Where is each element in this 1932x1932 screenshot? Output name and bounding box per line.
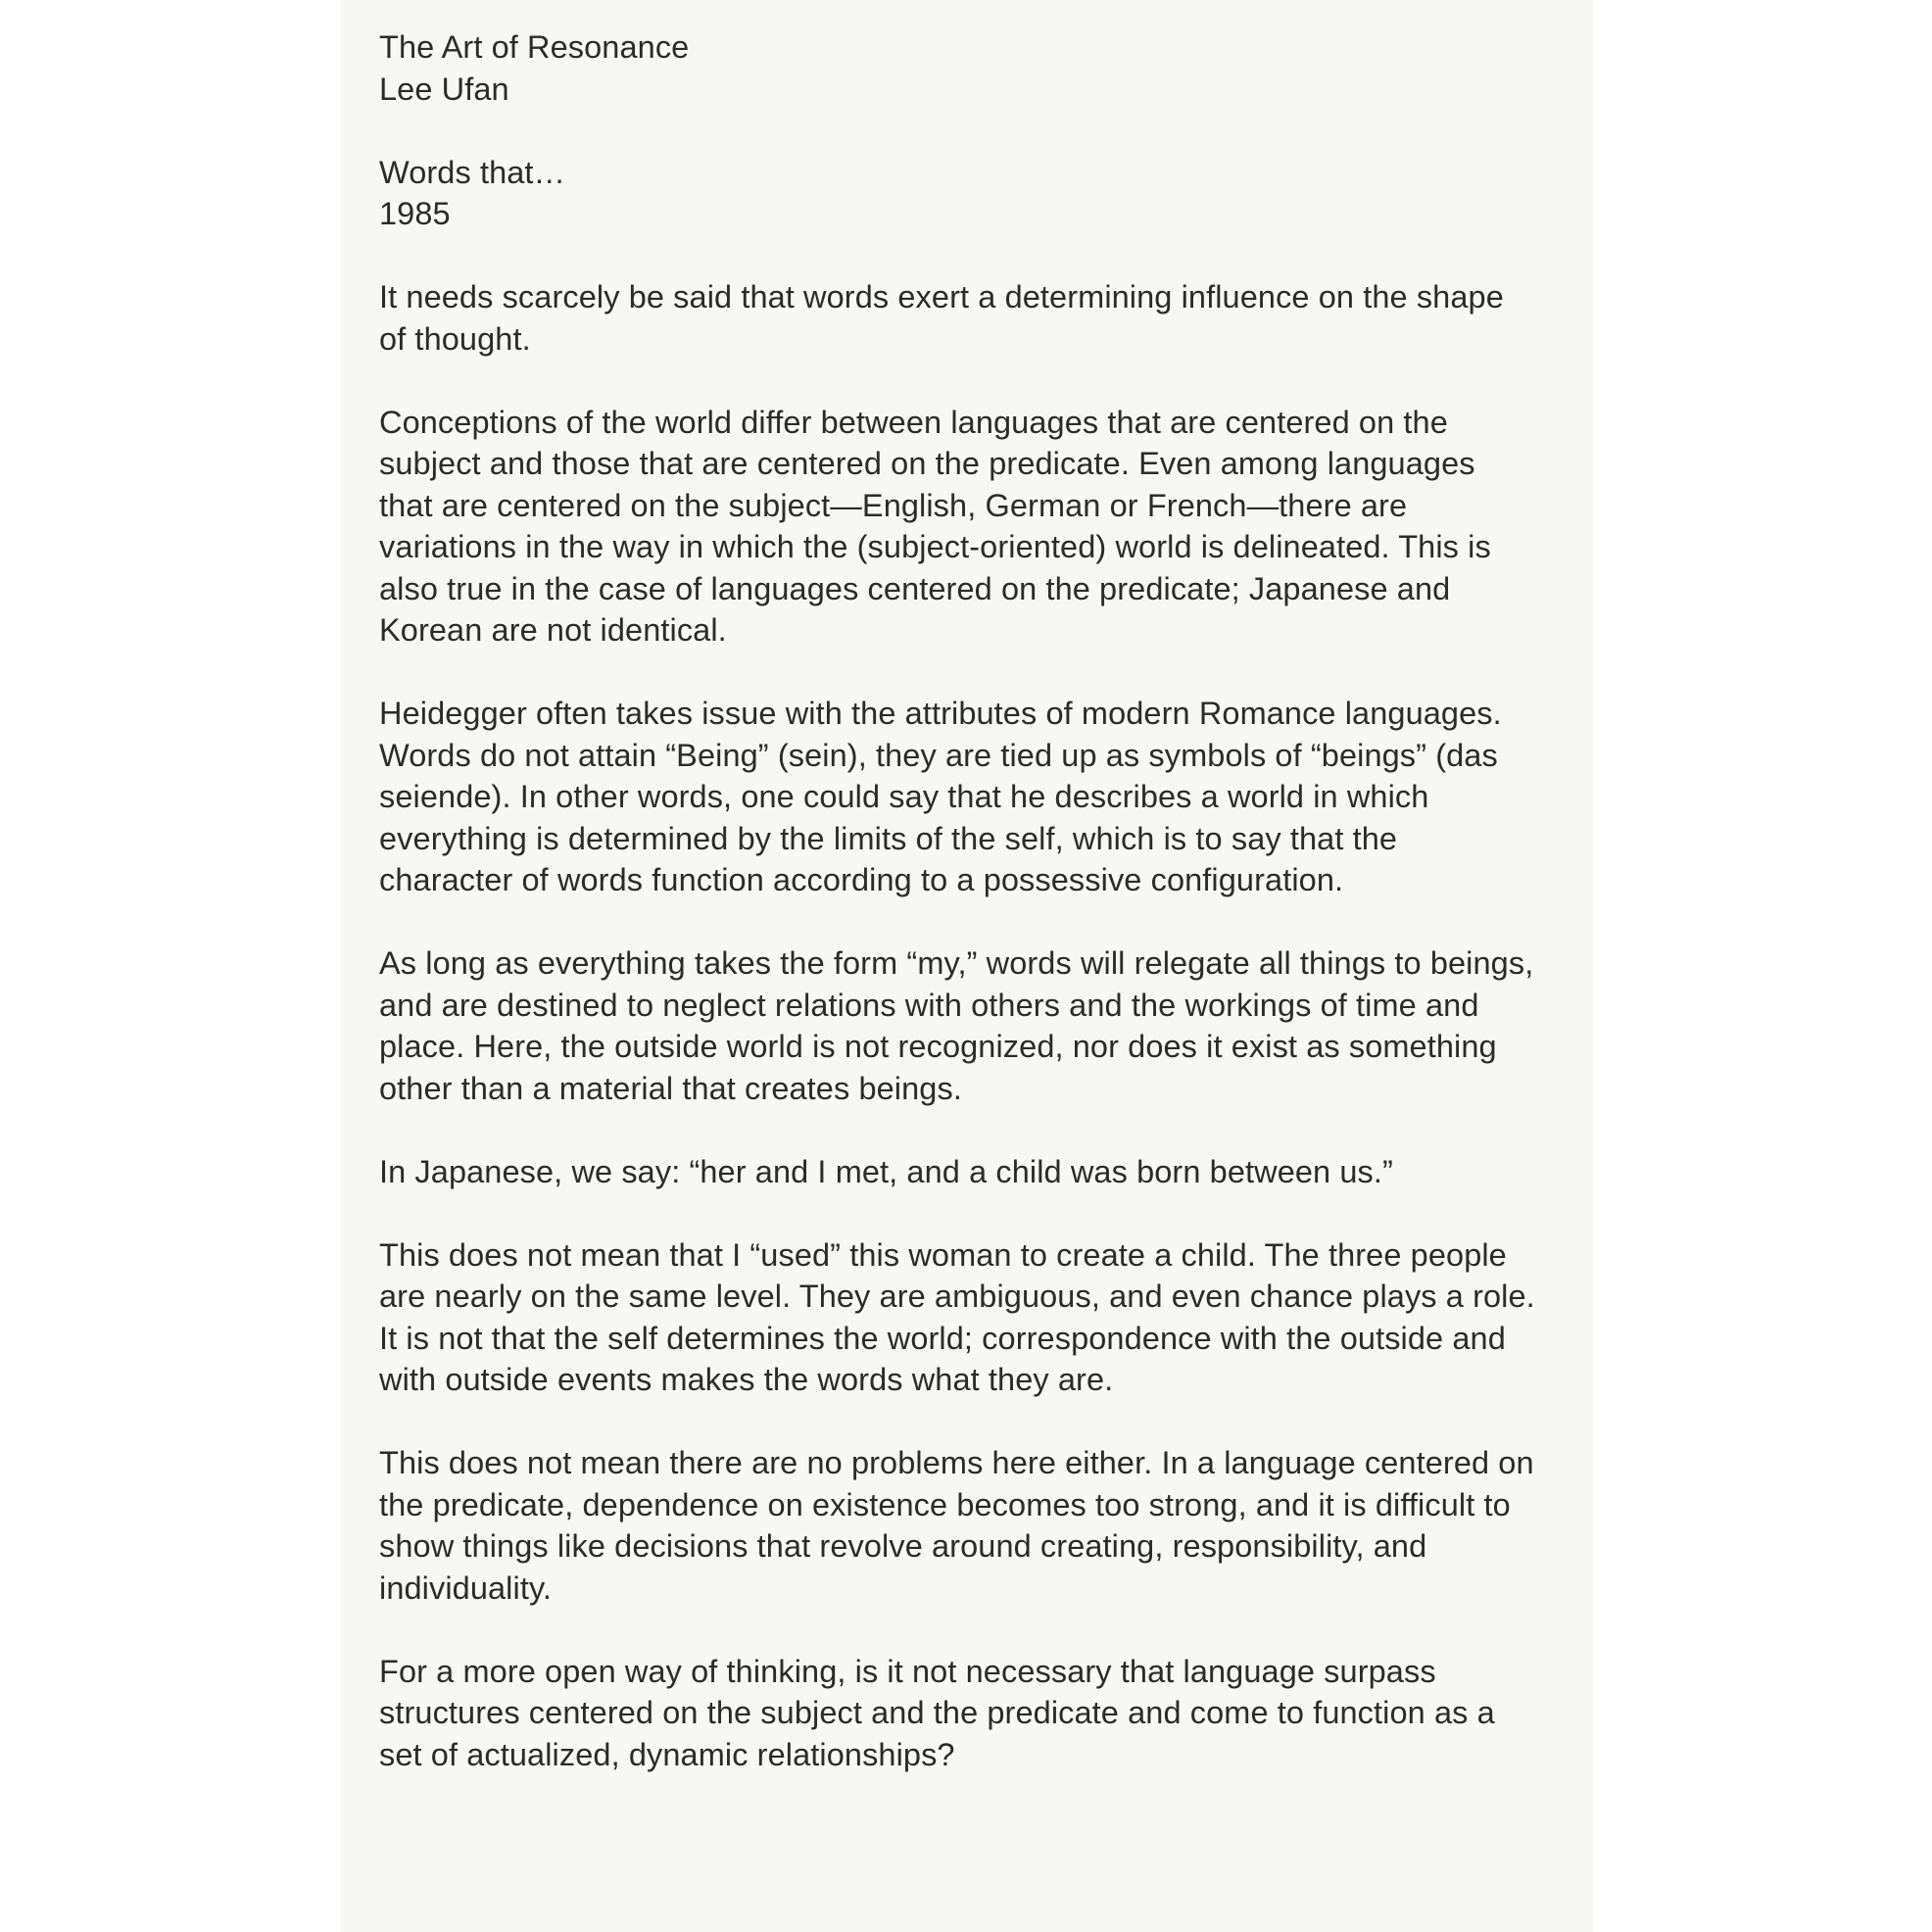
- essay-title: Words that…: [379, 154, 566, 190]
- document-title: The Art of Resonance: [379, 29, 690, 65]
- spacer: [379, 652, 1593, 694]
- spacer: [379, 1401, 1593, 1443]
- paragraph-8: For a more open way of thinking, is it not necessary that language surpass structures centered on the subject and the predicate and come to function as a set of actualized, dynamic relationships?: [379, 1653, 1495, 1772]
- essay-year: 1985: [379, 196, 451, 231]
- spacer: [379, 1109, 1593, 1151]
- paragraph-6: This does not mean that I “used” this woman to create a child. The three people are nearly on the same level. They are ambiguous, and even chance plays a role. It is not that the self determines the world; correspondence with the outside and with outside events makes the words what they are.: [379, 1236, 1535, 1397]
- spacer: [379, 235, 1593, 277]
- spacer: [379, 901, 1593, 943]
- spacer: [379, 360, 1593, 402]
- paragraph-7: This does not mean there are no problems here either. In a language centered on the predicate, dependence on existence becomes too strong, and it is difficult to show things like decisions that revolve around creating, responsibility, and individuality.: [379, 1445, 1534, 1606]
- paragraph-4: As long as everything takes the form “my,” words will relegate all things to beings, and are destined to neglect relations with others and the workings of time and place. Here, the outside world is not recognized, nor does it exist as something other than a material that creates beings.: [379, 945, 1534, 1106]
- paragraph-5: In Japanese, we say: “her and I met, and a child was born between us.”: [379, 1153, 1393, 1189]
- document-author: Lee Ufan: [379, 71, 509, 107]
- paragraph-2: Conceptions of the world differ between languages that are centered on the subject and those that are centered on the predicate. Even among languages that are centered on the subject—English, German or French—there are variations in the way in which the (subject-oriented) world is delineated. This is also true in the case of languages centered on the predicate; Japanese and Korean are not identical.: [379, 404, 1491, 648]
- paragraph-1: It needs scarcely be said that words exert a determining influence on the shape of thought.: [379, 279, 1504, 357]
- spacer: [379, 110, 1593, 152]
- spacer: [379, 1192, 1593, 1234]
- spacer: [379, 1609, 1593, 1651]
- paragraph-3: Heidegger often takes issue with the attributes of modern Romance languages. Words do not attain “Being” (sein), they are tied up as symbols of “beings” (das seiende). In other words, one could say that he describes a world in which everything is determined by the limits of the self, which is to say that the character of words function according to a possessive configuration.: [379, 696, 1502, 897]
- document-page: [341, 0, 1593, 1932]
